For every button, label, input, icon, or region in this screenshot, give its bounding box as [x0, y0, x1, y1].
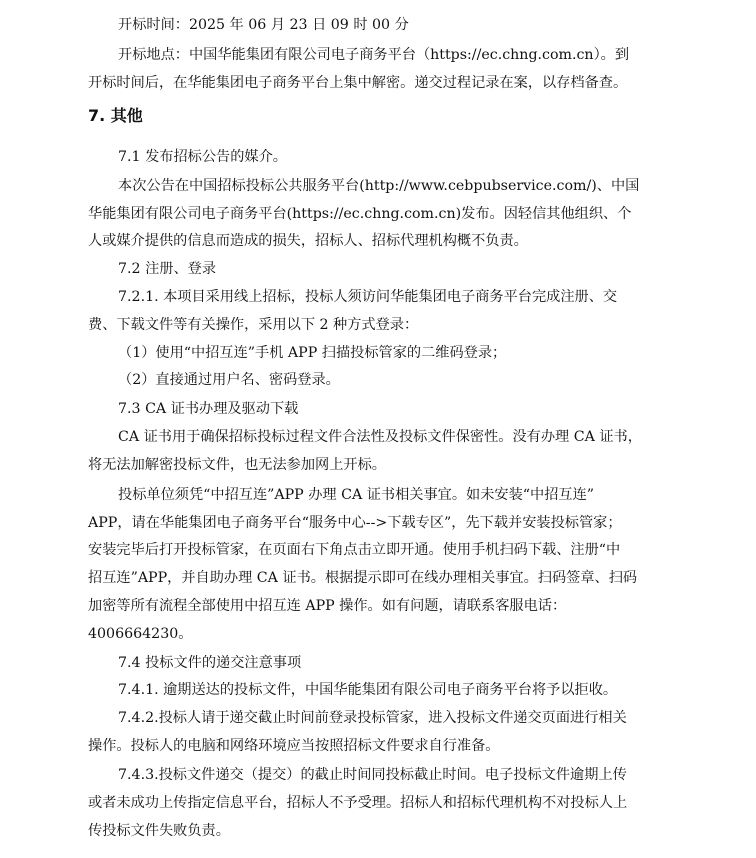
- paragraph-line: 安装完毕后打开投标管家，在页面右下角点击立即开通。使用手机扫码下载、注册“中: [88, 542, 621, 558]
- paragraph-line: 加密等所有流程全部使用中招互连 APP 操作。如有问题，请联系客服电话：: [88, 598, 567, 614]
- list-item: （2）直接通过用户名、密码登录。: [118, 372, 340, 388]
- bid-opening-time: 开标时间：2025 年 06 月 23 日 09 时 00 分: [118, 17, 409, 33]
- paragraph-line: APP，请在华能集团电子商务平台“服务中心-->下载专区”，先下载并安装投标管家；: [88, 515, 622, 531]
- subsection-heading-7-1: 7.1 发布招标公告的媒介。: [118, 149, 287, 165]
- subsection-heading-7-2: 7.2 注册、登录: [118, 261, 217, 277]
- bid-opening-location: 开标地点：中国华能集团有限公司电子商务平台（https://ec.chng.com.cn）。到: [118, 47, 630, 63]
- paragraph-line: CA 证书用于确保招标投标过程文件合法性及投标文件保密性。没有办理 CA 证书，: [118, 429, 642, 445]
- paragraph-line: 费、下载文件等有关操作，采用以下 2 种方式登录：: [88, 317, 419, 333]
- paragraph-line: 或者未成功上传指定信息平台，招标人不予受理。招标人和招标代理机构不对投标人上: [88, 795, 628, 811]
- paragraph-line: 人或媒介提供的信息而造成的损失，招标人、招标代理机构概不负责。: [88, 233, 528, 249]
- paragraph-line: 操作。投标人的电脑和网络环境应当按照招标文件要求自行准备。: [88, 738, 500, 754]
- paragraph-line: 招互连”APP，并自助办理 CA 证书。根据提示即可在线办理相关事宜。扫码签章、扫码: [88, 570, 638, 586]
- paragraph-line: 传投标文件失败负责。: [88, 823, 230, 839]
- subsection-heading-7-3: 7.3 CA 证书办理及驱动下载: [118, 401, 299, 417]
- paragraph-line: 7.4.3.投标文件递交（提交）的截止时间同投标截止时间。电子投标文件逾期上传: [118, 767, 627, 783]
- service-phone: 4006664230。: [88, 626, 193, 642]
- paragraph-line: 华能集团有限公司电子商务平台(https://ec.chng.com.cn)发布。因轻信其他组织、个: [88, 206, 632, 222]
- paragraph-line: 本次公告在中国招标投标公共服务平台(http://www.cebpubservice.com/)、中国: [118, 178, 640, 194]
- paragraph-line: 投标单位须凭“中招互连”APP 办理 CA 证书相关事宜。如未安装“中招互连”: [118, 487, 595, 503]
- paragraph-line: 7.4.2.投标人请于递交截止时间前登录投标管家，进入投标文件递交页面进行相关: [118, 710, 627, 726]
- list-item: （1）使用“中招互连”手机 APP 扫描投标管家的二维码登录；: [118, 345, 507, 361]
- paragraph-line: 7.2.1. 本项目采用线上招标，投标人须访问华能集团电子商务平台完成注册、交: [118, 289, 618, 305]
- section-heading-7: 7. 其他: [88, 106, 143, 125]
- paragraph-line: 将无法加解密投标文件，也无法参加网上开标。: [88, 457, 386, 473]
- subsection-heading-7-4: 7.4 投标文件的递交注意事项: [118, 655, 302, 671]
- paragraph-line: 7.4.1. 逾期送达的投标文件，中国华能集团有限公司电子商务平台将予以拒收。: [118, 682, 618, 698]
- paragraph-line: 开标时间后，在华能集团电子商务平台上集中解密。递交过程记录在案，以存档备查。: [88, 75, 628, 91]
